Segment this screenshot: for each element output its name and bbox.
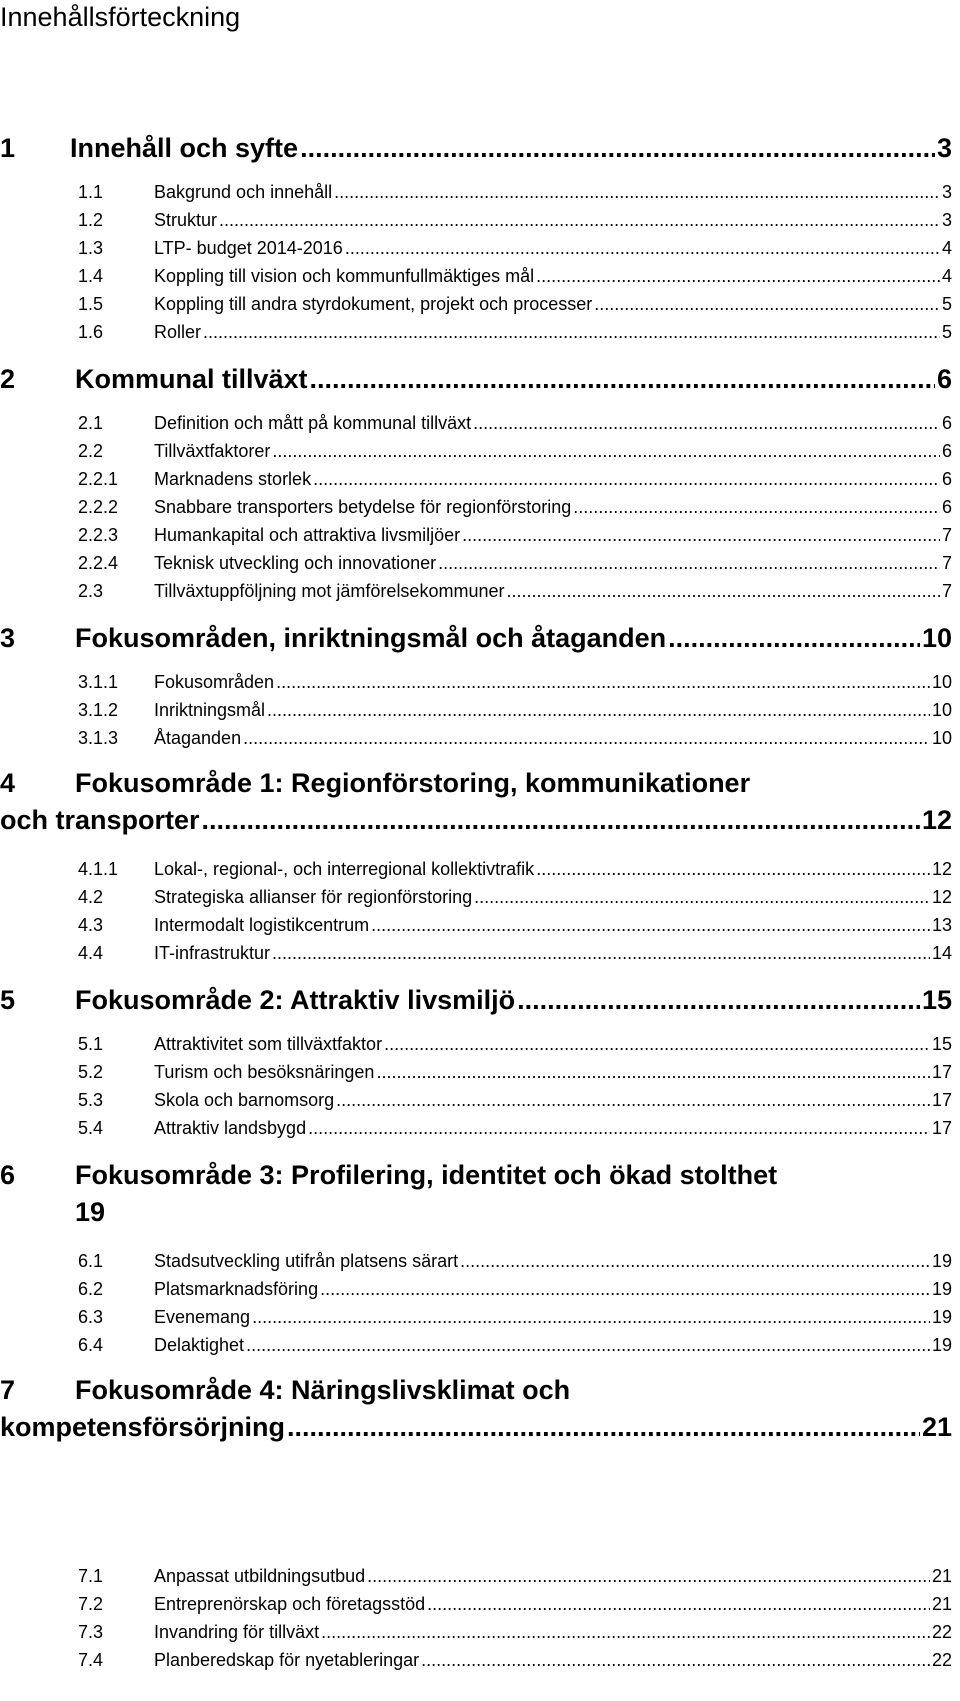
toc-label: Koppling till vision och kommunfullmäktiges mål (154, 266, 535, 286)
toc-entry-7-4[interactable] (78, 1650, 952, 1671)
toc-entry-6-2[interactable] (78, 1279, 952, 1300)
leader-dots (334, 182, 940, 203)
toc-page: 6 (936, 364, 952, 394)
toc-page: 5 (941, 322, 952, 342)
toc-label: Struktur (154, 210, 218, 230)
toc-number: 1 (0, 133, 16, 163)
toc-entry-3[interactable] (0, 623, 952, 654)
toc-label: Teknisk utveckling och innovationer (154, 553, 437, 573)
leader-dots (246, 1335, 930, 1356)
toc-number: 2.2.3 (78, 525, 119, 545)
leader-dots (320, 1279, 930, 1300)
toc-entry-2-2[interactable] (78, 441, 952, 462)
toc-entry-3-1-1[interactable] (78, 672, 952, 693)
toc-label: Stadsutveckling utifrån platsens särart (154, 1251, 459, 1271)
leader-dots (462, 525, 940, 546)
toc-entry-5-4[interactable] (78, 1118, 952, 1139)
toc-page: 5 (941, 294, 952, 314)
toc-label: Attraktiv landsbygd (154, 1118, 307, 1138)
leader-dots (506, 581, 940, 602)
toc-number: 1.3 (78, 238, 104, 258)
toc-label: Lokal-, regional-, och interregional kollektivtrafik (154, 859, 535, 879)
toc-entry-5-3[interactable] (78, 1090, 952, 1111)
toc-label-continuation: kompetensförsörjning (0, 1412, 286, 1442)
toc-number: 6.4 (78, 1335, 104, 1355)
toc-page: 21 (931, 1566, 952, 1586)
toc-label: Roller (154, 322, 202, 342)
toc-page: 3 (941, 182, 952, 202)
toc-page: 10 (931, 728, 952, 748)
toc-label: Tillväxtfaktorer (154, 441, 271, 461)
toc-entry-6[interactable] (0, 1160, 952, 1228)
toc-entry-2-1[interactable] (78, 413, 952, 434)
toc-page: 6 (941, 497, 952, 517)
toc-page: 19 (931, 1307, 952, 1327)
toc-number: 3 (0, 623, 16, 653)
toc-page: 10 (931, 700, 952, 720)
toc-entry-1-4[interactable] (78, 266, 952, 287)
toc-label: Evenemang (154, 1307, 251, 1327)
toc-label: Strategiska allianser för regionförstoring (154, 887, 473, 907)
toc-number: 3.1.1 (78, 672, 119, 692)
toc-entry-1-1[interactable] (78, 182, 952, 203)
toc-entry-5-2[interactable] (78, 1062, 952, 1083)
toc-number: 5.4 (78, 1118, 104, 1138)
toc-label: Fokusområde 4: Näringslivsklimat och (75, 1375, 571, 1405)
toc-page: 22 (931, 1650, 952, 1670)
toc-entry-4-1-1[interactable] (78, 859, 952, 880)
toc-number: 1.1 (78, 182, 104, 202)
toc-page: 19 (75, 1197, 106, 1227)
toc-entry-1[interactable] (0, 133, 952, 164)
toc-label: Delaktighet (154, 1335, 245, 1355)
toc-page: 7 (941, 553, 952, 573)
toc-page: 12 (931, 887, 952, 907)
toc-label: Definition och mått på kommunal tillväxt (154, 413, 472, 433)
leader-dots (517, 985, 920, 1016)
toc-page: 4 (941, 266, 952, 286)
leader-dots (668, 623, 920, 654)
toc-page: 19 (931, 1335, 952, 1355)
leader-dots (438, 553, 940, 574)
leader-dots (371, 915, 930, 936)
toc-entry-3-1-3[interactable] (78, 728, 952, 749)
toc-entry-5-1[interactable] (78, 1034, 952, 1055)
toc-number: 2.2.4 (78, 553, 119, 573)
toc-entry-7-1[interactable] (78, 1566, 952, 1587)
toc-number: 2.2.1 (78, 469, 119, 489)
toc-page: 15 (931, 1034, 952, 1054)
toc-label: Fokusområde 2: Attraktiv livsmiljö (75, 985, 516, 1015)
toc-number: 2 (0, 364, 16, 394)
toc-label: Anpassat utbildningsutbud (154, 1566, 366, 1586)
toc-page: 6 (941, 469, 952, 489)
leader-dots (276, 672, 930, 693)
toc-entry-2-2-2[interactable] (78, 497, 952, 518)
toc-number: 4 (0, 768, 16, 798)
toc-label: Marknadens storlek (154, 469, 312, 489)
toc-entry-1-3[interactable] (78, 238, 952, 259)
toc-number: 5 (0, 985, 16, 1015)
toc-entry-1-2[interactable] (78, 210, 952, 231)
toc-entry-5[interactable] (0, 985, 952, 1016)
toc-number: 4.1.1 (78, 859, 119, 879)
toc-number: 5.3 (78, 1090, 104, 1110)
leader-dots (336, 1090, 930, 1111)
leader-dots (313, 469, 940, 490)
leader-dots (267, 700, 930, 721)
toc-number: 4.3 (78, 915, 104, 935)
toc-entry-2-2-4[interactable] (78, 553, 952, 574)
toc-label: Snabbare transporters betydelse för regionförstoring (154, 497, 572, 517)
leader-dots (243, 728, 930, 749)
toc-number: 1.4 (78, 266, 104, 286)
toc-page: 13 (931, 915, 952, 935)
toc-entry-1-5[interactable] (78, 294, 952, 315)
toc-number: 2.2.2 (78, 497, 119, 517)
leader-dots (272, 943, 930, 964)
toc-page: 6 (941, 413, 952, 433)
toc-entry-6-4[interactable] (78, 1335, 952, 1356)
toc-label: Intermodalt logistikcentrum (154, 915, 370, 935)
leader-dots (473, 413, 940, 434)
leader-dots (384, 1034, 930, 1055)
toc-number: 6.3 (78, 1307, 104, 1327)
leader-dots (536, 266, 940, 287)
leader-dots (536, 859, 930, 880)
toc-label: Fokusområden, inriktningsmål och åtaganden (75, 623, 667, 653)
toc-label: Planberedskap för nyetableringar (154, 1650, 420, 1670)
toc-number: 2.2 (78, 441, 104, 461)
leader-dots (308, 1118, 930, 1139)
toc-number: 3.1.2 (78, 700, 119, 720)
leader-dots (203, 322, 940, 343)
toc-label: Attraktivitet som tillväxtfaktor (154, 1034, 383, 1054)
leader-dots (376, 1062, 930, 1083)
toc-label: Koppling till andra styrdokument, projekt och processer (154, 294, 593, 314)
toc-entry-7-2[interactable] (78, 1594, 952, 1615)
toc-entry-7-3[interactable] (78, 1622, 952, 1643)
toc-label: Skola och barnomsorg (154, 1090, 335, 1110)
toc-number: 4.4 (78, 943, 104, 963)
toc-number: 7.3 (78, 1622, 104, 1642)
toc-label: Fokusområde 3: Profilering, identitet och ökad stolthet (75, 1160, 778, 1190)
toc-label: Platsmarknadsföring (154, 1279, 319, 1299)
toc-label: Innehåll och syfte (70, 133, 299, 163)
leader-dots (219, 210, 940, 231)
toc-page: 3 (936, 133, 952, 163)
toc-page: 12 (931, 859, 952, 879)
toc-page: 3 (941, 210, 952, 230)
toc-page: 21 (921, 1412, 952, 1442)
toc-entry-1-6[interactable] (78, 322, 952, 343)
toc-page: 22 (931, 1622, 952, 1642)
toc-number: 7.4 (78, 1650, 104, 1670)
toc-page: 6 (941, 441, 952, 461)
toc-entry-2-3[interactable] (78, 581, 952, 602)
leader-dots (427, 1594, 930, 1615)
toc-number: 1.5 (78, 294, 104, 314)
leader-dots (252, 1307, 930, 1328)
toc-label: Invandring för tillväxt (154, 1622, 320, 1642)
toc-page: 15 (921, 985, 952, 1015)
toc-number: 5.1 (78, 1034, 104, 1054)
toc-entry-4-4[interactable] (78, 943, 952, 964)
leader-dots (421, 1650, 930, 1671)
toc-entry-4-3[interactable] (78, 915, 952, 936)
toc-number: 7 (0, 1375, 16, 1405)
toc-number: 2.1 (78, 413, 104, 433)
leader-dots (272, 441, 940, 462)
toc-page: 17 (931, 1062, 952, 1082)
toc-label: Bakgrund och innehåll (154, 182, 333, 202)
toc-number: 5.2 (78, 1062, 104, 1082)
toc-number: 1.2 (78, 210, 104, 230)
toc-page: 10 (931, 672, 952, 692)
page-title: Innehållsförteckning (0, 2, 241, 32)
toc-page: 10 (921, 623, 952, 653)
leader-dots (310, 364, 935, 395)
toc-number: 6.2 (78, 1279, 104, 1299)
toc-entry-4[interactable] (0, 768, 952, 836)
toc-label: Kommunal tillväxt (75, 364, 308, 394)
leader-dots (321, 1622, 930, 1643)
toc-page: 17 (931, 1090, 952, 1110)
toc-page: 17 (931, 1118, 952, 1138)
toc-label: Humankapital och attraktiva livsmiljöer (154, 525, 461, 545)
leader-dots (573, 497, 940, 518)
toc-page: 12 (921, 805, 952, 835)
toc-number: 6 (0, 1160, 16, 1190)
toc-label-continuation: och transporter (0, 805, 200, 835)
toc-page: 21 (931, 1594, 952, 1614)
toc-page: 19 (931, 1251, 952, 1271)
toc-label: IT-infrastruktur (154, 943, 271, 963)
toc-entry-2-2-1[interactable] (78, 469, 952, 490)
toc-entry-6-1[interactable] (78, 1251, 952, 1272)
toc-number: 4.2 (78, 887, 104, 907)
toc-entry-3-1-2[interactable] (78, 700, 952, 721)
toc-number: 3.1.3 (78, 728, 119, 748)
toc-entry-7[interactable] (0, 1375, 952, 1443)
toc-page: 7 (941, 525, 952, 545)
toc-entry-6-3[interactable] (78, 1307, 952, 1328)
leader-dots (202, 805, 920, 836)
toc-label: Fokusområde 1: Regionförstoring, kommunikationer (75, 768, 751, 798)
toc-label: Inriktningsmål (154, 700, 266, 720)
toc-entry-2[interactable] (0, 364, 952, 395)
toc-label: LTP- budget 2014-2016 (154, 238, 343, 258)
leader-dots (300, 133, 935, 164)
toc-number: 1.6 (78, 322, 104, 342)
toc-number: 2.3 (78, 581, 104, 601)
toc-label: Fokusområden (154, 672, 275, 692)
toc-number: 7.2 (78, 1594, 104, 1614)
toc-number: 6.1 (78, 1251, 104, 1271)
toc-label: Turism och besöksnäringen (154, 1062, 375, 1082)
toc-label: Åtaganden (154, 728, 242, 748)
leader-dots (594, 294, 940, 315)
toc-entry-2-2-3[interactable] (78, 525, 952, 546)
toc-label: Tillväxtuppföljning mot jämförelsekommuner (154, 581, 505, 601)
toc-entry-4-2[interactable] (78, 887, 952, 908)
toc-page: 19 (931, 1279, 952, 1299)
toc-page: 4 (941, 238, 952, 258)
toc-page: 14 (931, 943, 952, 963)
leader-dots (367, 1566, 930, 1587)
leader-dots (345, 238, 940, 259)
leader-dots (460, 1251, 930, 1272)
leader-dots (287, 1412, 920, 1443)
leader-dots (474, 887, 930, 908)
toc-page: 7 (941, 581, 952, 601)
toc-label: Entreprenörskap och företagsstöd (154, 1594, 426, 1614)
toc-number: 7.1 (78, 1566, 104, 1586)
